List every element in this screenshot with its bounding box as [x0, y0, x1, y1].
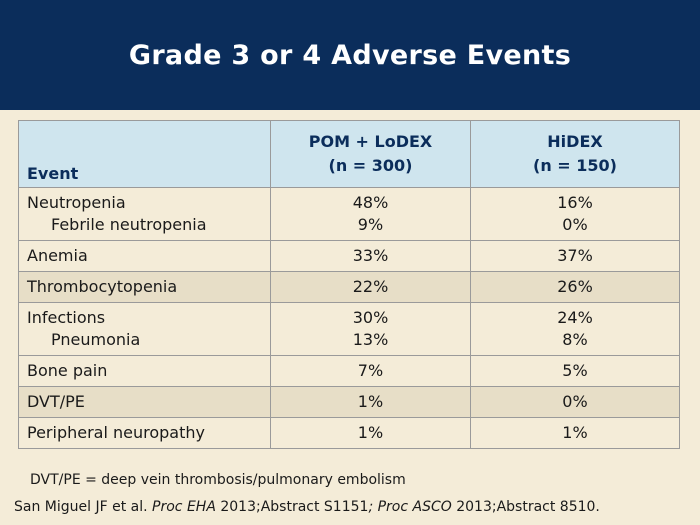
- sub-event-label: Febrile neutropenia: [51, 215, 207, 234]
- sub-event-label: Pneumonia: [51, 330, 141, 349]
- table-row: [19, 188, 680, 241]
- citation-journal-asco: ; Proc ASCO: [368, 499, 452, 515]
- event-label: Bone pain: [19, 356, 271, 387]
- pom-sub-value: 9%: [357, 215, 384, 234]
- table-header-row: [19, 121, 680, 188]
- event-cell: [19, 303, 271, 356]
- hidex-column-header: [471, 121, 680, 188]
- pom-value: 1%: [271, 418, 471, 449]
- citation-authors: San Miguel JF et al.: [14, 499, 153, 515]
- adverse-events-table: [18, 120, 680, 449]
- pom-value: 48%: [352, 193, 389, 212]
- table-row: [19, 272, 680, 303]
- event-label: Peripheral neuropathy: [19, 418, 271, 449]
- pom-value-cell: [271, 303, 471, 356]
- event-label: Thrombocytopenia: [19, 272, 271, 303]
- hidex-value: 5%: [471, 356, 680, 387]
- hidex-value-cell: [471, 303, 680, 356]
- event-label: Infections: [27, 308, 106, 327]
- pom-sub-value: 13%: [352, 330, 389, 349]
- pom-lodex-n: (n = 300): [328, 156, 413, 175]
- event-label: Neutropenia: [27, 193, 126, 212]
- event-label: DVT/PE: [19, 387, 271, 418]
- event-column-header: Event: [19, 121, 271, 188]
- hidex-value: 0%: [471, 387, 680, 418]
- hidex-sub-value: 8%: [562, 330, 588, 349]
- pom-value: 30%: [352, 308, 389, 327]
- table-row: [19, 356, 680, 387]
- slide-title: Grade 3 or 4 Adverse Events: [128, 39, 572, 71]
- citation-asco-abstract: 2013;Abstract 8510.: [451, 499, 600, 515]
- hidex-n: (n = 150): [533, 156, 617, 175]
- table-row: [19, 387, 680, 418]
- hidex-value-cell: [471, 188, 680, 241]
- hidex-value: 37%: [471, 241, 680, 272]
- pom-value-cell: [271, 188, 471, 241]
- hidex-sub-value: 0%: [562, 215, 588, 234]
- pom-value: 33%: [271, 241, 471, 272]
- title-banner: [0, 0, 700, 110]
- pom-value: 1%: [271, 387, 471, 418]
- hidex-value: 24%: [557, 308, 593, 327]
- hidex-value: 1%: [471, 418, 680, 449]
- hidex-value: 16%: [557, 193, 593, 212]
- hidex-label: HiDEX: [547, 132, 603, 151]
- event-cell: [19, 188, 271, 241]
- citation: [14, 499, 600, 515]
- hidex-value: 26%: [471, 272, 680, 303]
- table-row: [19, 241, 680, 272]
- table-row: [19, 303, 680, 356]
- pom-value: 22%: [271, 272, 471, 303]
- pom-lodex-label: POM + LoDEX: [308, 132, 433, 151]
- abbreviation-footnote: DVT/PE = deep vein thrombosis/pulmonary embolism: [30, 472, 406, 488]
- table-row: [19, 418, 680, 449]
- pom-value: 7%: [271, 356, 471, 387]
- event-label: Anemia: [19, 241, 271, 272]
- citation-eha-abstract: 2013;Abstract S1151: [215, 499, 369, 515]
- citation-journal-eha: Proc EHA: [152, 499, 216, 515]
- pom-lodex-column-header: [271, 121, 471, 188]
